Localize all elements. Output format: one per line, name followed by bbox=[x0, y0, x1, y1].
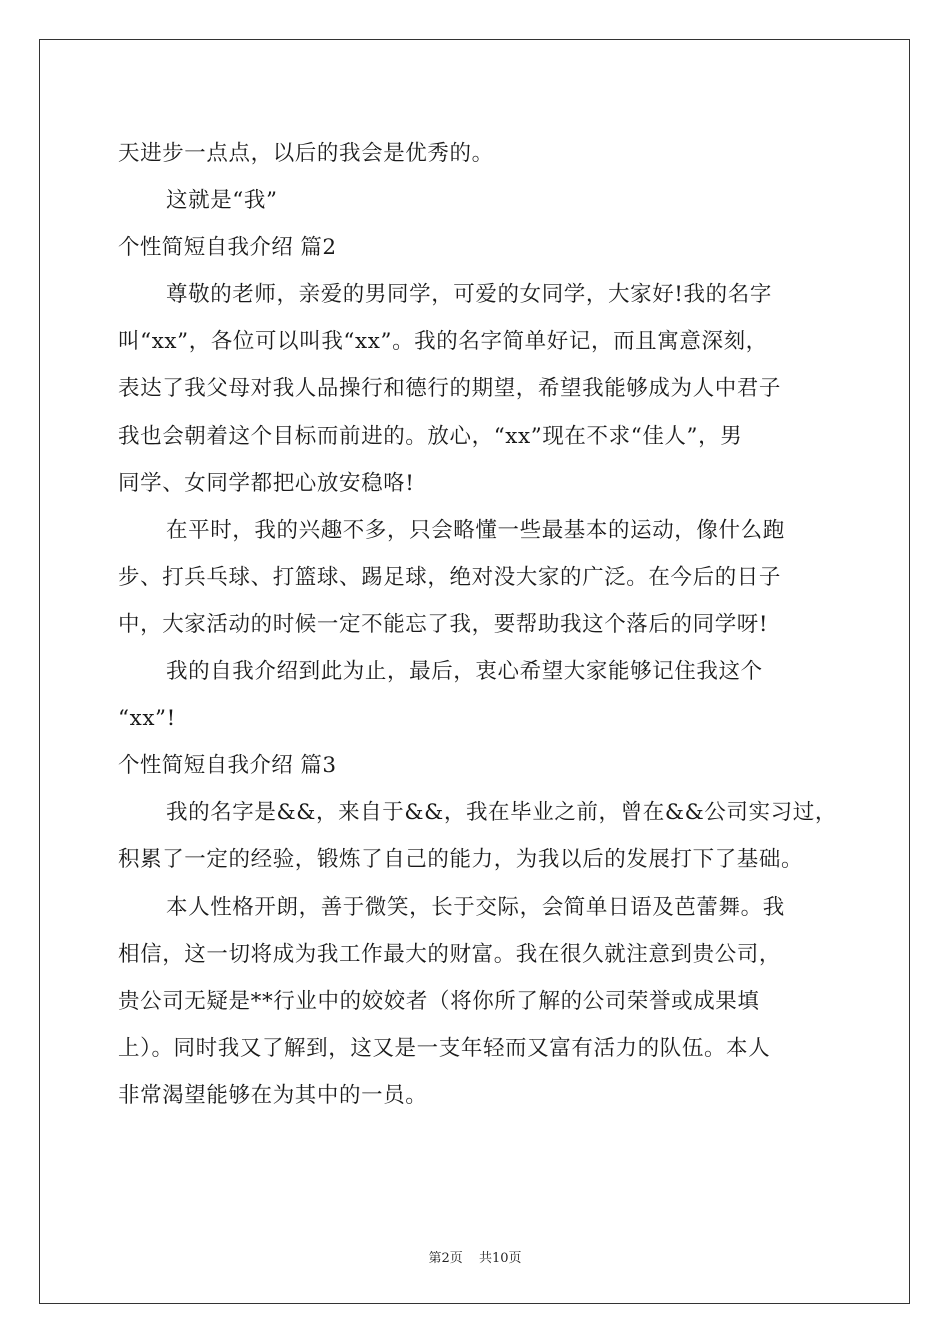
page-footer bbox=[0, 1247, 950, 1266]
text-line: 本人性格开朗，善于微笑，长于交际，会简单日语及芭蕾舞。我 bbox=[166, 894, 785, 920]
text-line: 同学、女同学都把心放安稳咯! bbox=[118, 470, 415, 496]
text-line: 我的自我介绍到此为止，最后，衷心希望大家能够记住我这个 bbox=[166, 659, 763, 685]
document-body bbox=[118, 130, 858, 1119]
text-line: 我的名字是&&，来自于&&，我在毕业之前，曾在&&公司实习过， bbox=[166, 800, 837, 826]
text-line: 中，大家活动的时候一定不能忘了我，要帮助我这个落后的同学呀! bbox=[118, 611, 769, 637]
text-line: 非常渴望能够在为其中的一员。 bbox=[118, 1082, 428, 1108]
text-line: 上）。同时我又了解到，这又是一支年轻而又富有活力的队伍。本人 bbox=[118, 1035, 771, 1061]
page-total: 共10页 bbox=[478, 1251, 522, 1266]
text-line: “xx”! bbox=[118, 706, 176, 732]
text-line: 贵公司无疑是**行业中的姣姣者（将你所了解的公司荣誉或成果填 bbox=[118, 988, 760, 1014]
text-line: 天进步一点点，以后的我会是优秀的。 bbox=[118, 141, 494, 166]
section-heading: 个性简短自我介绍 篇2 bbox=[118, 235, 337, 261]
text-line: 这就是“我” bbox=[166, 188, 278, 214]
text-line: 我也会朝着这个目标而前进的。放心，“xx”现在不求“佳人”，男 bbox=[118, 423, 743, 449]
section-heading: 个性简短自我介绍 篇3 bbox=[118, 753, 337, 779]
text-line: 积累了一定的经验，锻炼了自己的能力，为我以后的发展打下了基础。 bbox=[118, 847, 804, 873]
text-line: 步、打兵乓球、打篮球、踢足球，绝对没大家的广泛。在今后的日子 bbox=[118, 564, 782, 590]
text-line: 表达了我父母对我人品操行和德行的期望，希望我能够成为人中君子 bbox=[118, 376, 782, 402]
text-line: 相信，这一切将成为我工作最大的财富。我在很久就注意到贵公司， bbox=[118, 941, 782, 967]
text-line: 叫“xx”，各位可以叫我“xx”。我的名字简单好记，而且寓意深刻， bbox=[118, 329, 768, 355]
page-number: 第2页 bbox=[428, 1251, 463, 1266]
text-line: 尊敬的老师，亲爱的男同学，可爱的女同学，大家好!我的名字 bbox=[166, 282, 772, 308]
text-line: 在平时，我的兴趣不多，只会略懂一些最基本的运动，像什么跑 bbox=[166, 517, 785, 543]
